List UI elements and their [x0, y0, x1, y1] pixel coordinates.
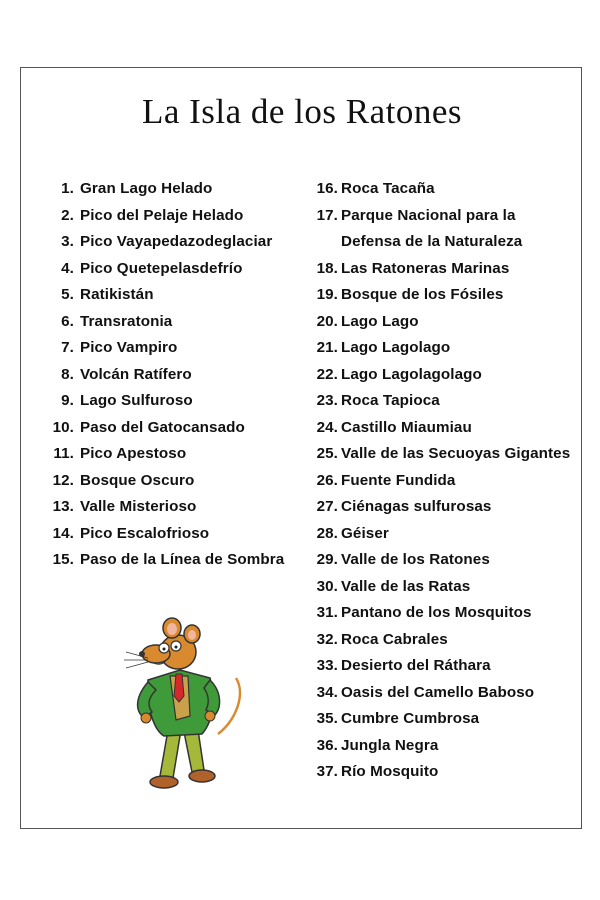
place-number: 10.: [52, 418, 74, 436]
place-number: 12.: [52, 471, 74, 489]
place-list-item: [314, 335, 574, 362]
place-number: 24.: [316, 418, 338, 436]
place-list-item: [314, 521, 574, 548]
place-name: Transratonia: [80, 312, 173, 330]
place-list-item: [314, 680, 574, 707]
place-name: Las Ratoneras Marinas: [341, 259, 510, 277]
place-number: 29.: [316, 551, 338, 568]
place-name: Parque Nacional para la Defensa de la Naturaleza: [341, 206, 523, 250]
places-list-right: [314, 176, 574, 786]
place-name: Paso de la Línea de Sombra: [80, 551, 285, 568]
place-list-item: [314, 733, 574, 760]
place-list-item: [314, 415, 574, 442]
place-list-item: [52, 415, 302, 442]
place-number: 22.: [316, 365, 338, 383]
place-number: 26.: [316, 471, 338, 489]
place-number: 19.: [316, 286, 338, 303]
place-name: Ciénagas sulfurosas: [341, 498, 492, 515]
place-name: Pico Escalofrioso: [80, 524, 210, 542]
place-list-item: [52, 388, 302, 415]
place-list-item: [314, 282, 574, 309]
place-number: 30.: [316, 577, 338, 595]
place-list-item: [52, 282, 302, 309]
place-number: 20.: [316, 312, 338, 330]
place-name: Valle de los Ratones: [341, 551, 490, 568]
place-number: 17.: [316, 206, 338, 224]
place-name: Gran Lago Helado: [80, 180, 213, 197]
place-name: Bosque de los Fósiles: [341, 286, 504, 303]
place-number: 25.: [316, 445, 338, 462]
place-name: Río Mosquito: [341, 763, 439, 780]
place-number: 3.: [61, 233, 74, 250]
place-list-item: [52, 229, 302, 256]
place-name: Lago Sulfuroso: [80, 392, 193, 409]
place-number: 34.: [316, 683, 338, 701]
place-name: Roca Tapioca: [341, 392, 440, 409]
place-list-item: [52, 176, 302, 203]
place-name: Lago Lagolago: [341, 339, 451, 356]
place-list-item: [314, 362, 574, 389]
place-name: Pico Quetepelasdefrío: [80, 259, 243, 277]
place-number: 4.: [61, 259, 74, 277]
place-name: Desierto del Ráthara: [341, 657, 491, 674]
place-name: Paso del Gatocansado: [80, 418, 245, 436]
place-name: Pantano de los Mosquitos: [341, 604, 532, 621]
place-name: Valle de las Ratas: [341, 577, 471, 595]
place-name: Bosque Oscuro: [80, 471, 195, 489]
place-list-item: [314, 574, 574, 601]
place-list-item: [52, 468, 302, 495]
place-number: 2.: [61, 206, 74, 224]
place-number: 11.: [53, 445, 74, 462]
place-name: Cumbre Cumbrosa: [341, 710, 480, 727]
places-list-left: [52, 176, 302, 574]
place-list-item: [314, 176, 574, 203]
place-list-item: [314, 256, 574, 283]
place-name: Oasis del Camello Baboso: [341, 683, 535, 701]
place-list-item: [314, 441, 574, 468]
place-list-item: [52, 362, 302, 389]
place-number: 5.: [61, 286, 74, 303]
place-name: Lago Lagolagolago: [341, 365, 482, 383]
place-number: 8.: [61, 365, 74, 383]
place-name: Pico Vayapedazodeglaciar: [80, 233, 273, 250]
place-number: 15.: [52, 551, 74, 568]
place-name: Valle de las Secuoyas Gigantes: [341, 445, 571, 462]
place-list-item: [52, 547, 302, 574]
place-number: 21.: [316, 339, 338, 356]
place-number: 37.: [316, 763, 338, 780]
place-number: 32.: [316, 630, 338, 648]
place-number: 23.: [316, 392, 338, 409]
place-name: Lago Lago: [341, 312, 419, 330]
place-number: 33.: [316, 657, 338, 674]
place-number: 14.: [52, 524, 74, 542]
place-list-item: [314, 706, 574, 733]
place-number: 31.: [316, 604, 338, 621]
place-name: Ratikistán: [80, 286, 154, 303]
geronimo-stilton-illustration: [118, 612, 248, 802]
place-name: Valle Misterioso: [80, 498, 197, 515]
place-list-item: [52, 335, 302, 362]
place-list-item: [314, 494, 574, 521]
place-list-item: [314, 653, 574, 680]
place-list-item: [52, 521, 302, 548]
place-name: Volcán Ratífero: [80, 365, 192, 383]
place-number: 13.: [52, 498, 74, 515]
place-list-item: [314, 309, 574, 336]
place-list-item: [52, 441, 302, 468]
place-list-item: [52, 256, 302, 283]
place-list-item: [52, 494, 302, 521]
place-number: 7.: [61, 339, 74, 356]
place-number: 1.: [61, 180, 74, 197]
place-name: Fuente Fundida: [341, 471, 456, 489]
place-list-item: [314, 600, 574, 627]
place-name: Roca Tacaña: [341, 180, 435, 197]
place-name: Castillo Miaumiau: [341, 418, 472, 436]
place-name: Pico Apestoso: [80, 445, 187, 462]
place-number: 27.: [316, 498, 338, 515]
place-list-item: [314, 759, 574, 786]
place-number: 16.: [316, 180, 338, 197]
place-number: 18.: [316, 259, 338, 277]
place-number: 9.: [61, 392, 74, 409]
place-name: Pico Vampiro: [80, 339, 178, 356]
place-name: Géiser: [341, 524, 389, 542]
page-title: La Isla de los Ratones: [141, 92, 463, 131]
place-list-item: [314, 468, 574, 495]
place-list-item: [314, 388, 574, 415]
place-number: 6.: [61, 312, 74, 330]
place-number: 36.: [316, 736, 338, 754]
place-name: Pico del Pelaje Helado: [80, 206, 244, 224]
place-list-item: [314, 547, 574, 574]
place-number: 35.: [316, 710, 338, 727]
place-list-item: [314, 627, 574, 654]
place-name: Roca Cabrales: [341, 630, 448, 648]
place-name: Jungla Negra: [341, 736, 439, 754]
place-list-item: [52, 203, 302, 230]
place-number: 28.: [316, 524, 338, 542]
place-list-item: [52, 309, 302, 336]
place-list-item: [314, 203, 574, 256]
